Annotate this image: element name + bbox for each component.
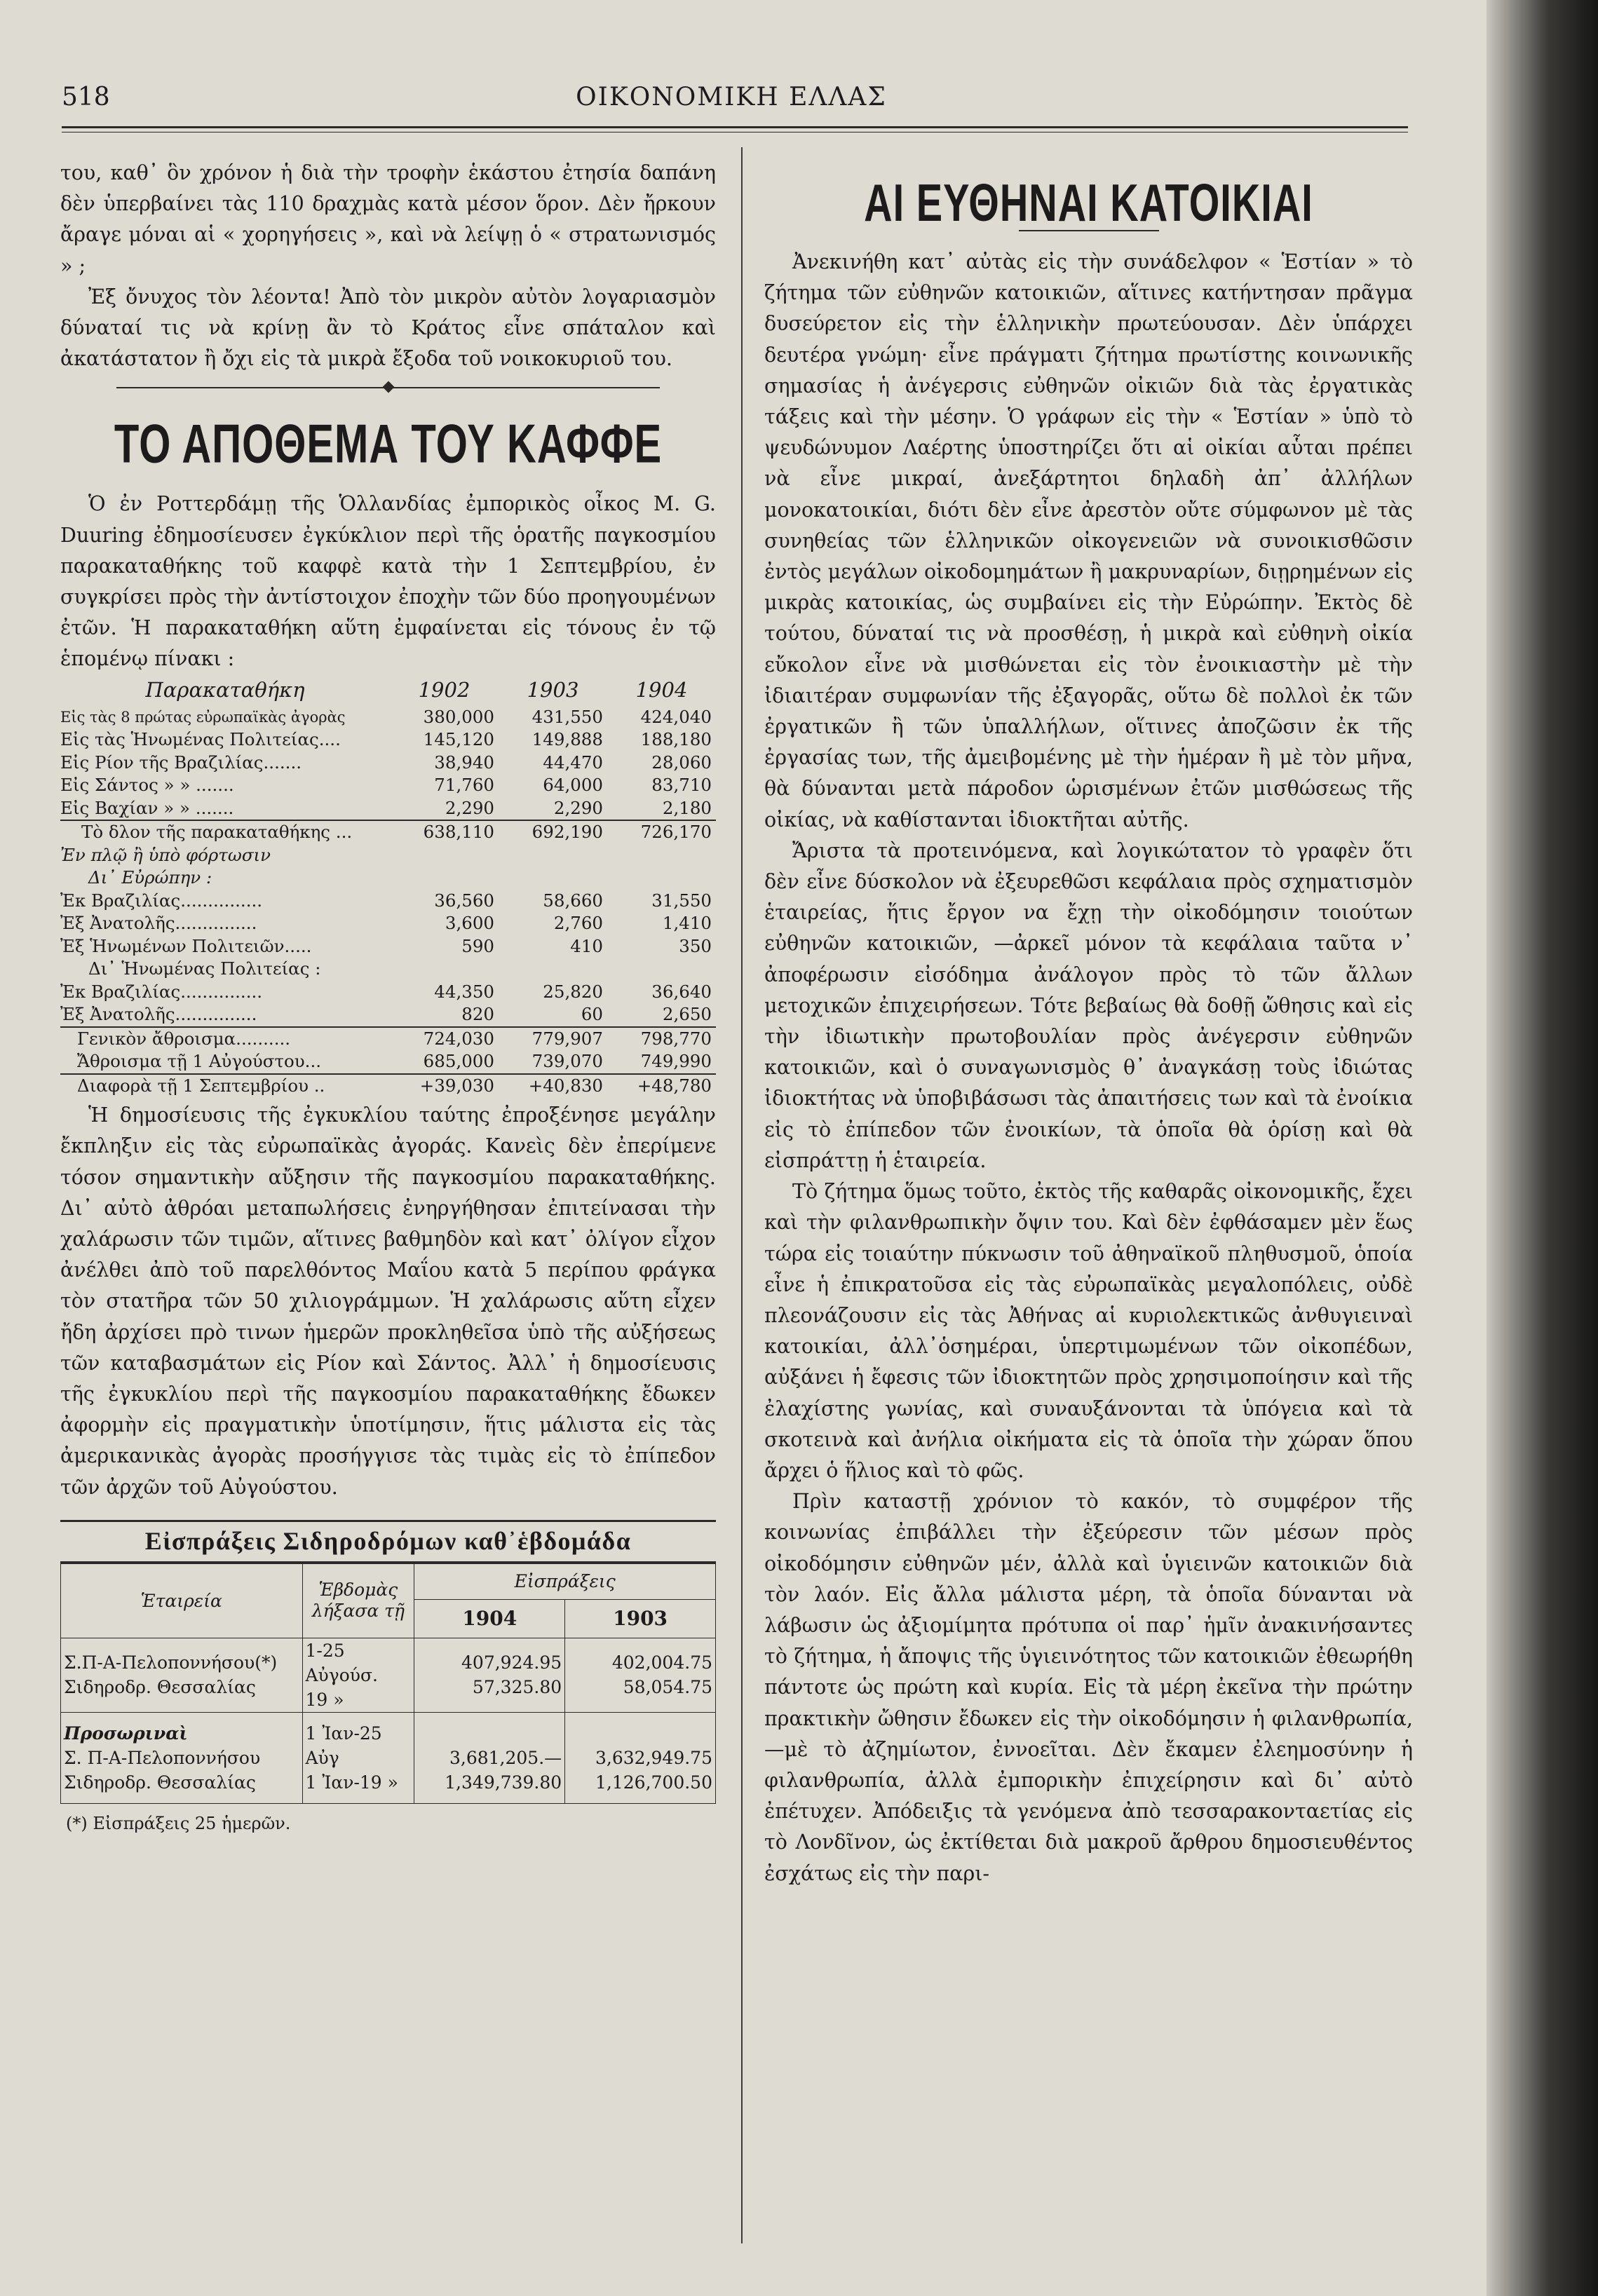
table-header-row	[60, 675, 716, 706]
table-row	[60, 752, 716, 775]
article-paragraph: Τὸ ζήτημα ὅμως τοῦτο, ἐκτὸς τῆς καθαρᾶς οἰκονομικῆς, ἔχει καὶ τὴν φιλανθρωπικὴν ὄψιν του. Καὶ δὲν ἐφθάσαμεν μὲν ἕως τώρα εἰς τοιαύτην πύκνωσιν τοῦ ἀθηναϊκοῦ πληθυσμοῦ, ὁποία εἶνε ἡ ἐπικρατοῦσα εἰς τὰς εὐρωπαϊκὰς μεγαλοπόλεις, οὐδὲ πλεονάζουσιν εἰς τὰς Ἀθήνας αἱ κυριολεκτικῶς ἀνθυγιειναὶ κατοικίαι, ἀλλ᾽ὁσημέραι, ὑπερτιμωμένων τῶν οἰκοπέδων, αὐξάνει ἡ ἔφεσις τῶν ἰδιοκτητῶν πρὸς χρησιμοποίησιν καὶ τῆς ἐλαχίστης γωνίας, καὶ συναυξάνονται τὰ ὑπόγεια καὶ τὰ σκοτεινὰ καὶ ἀνήλια οἰκήματα εἰς τὰ ὁποῖα τὴν χώραν ὅπου ἄρχει ὁ ἥλιος καὶ τὸ φῶς.	[764, 1180, 1413, 1482]
cell-value: 431,550	[531, 706, 603, 727]
cell-value: 149,888	[531, 729, 603, 750]
column-divider	[741, 147, 743, 2243]
table-row	[60, 912, 716, 935]
total-row	[60, 820, 716, 844]
intro-paragraph: Ἐξ ὄνυχος τὸν λέοντα! Ἀπὸ τὸν μικρὸν αὐτὸν λογαριασμὸν δύναταί τις νὰ κρίνῃ ἂν τὸ Κράτος εἶνε σπάταλον καὶ ἀκατάστατον ἢ ὄχι εἰς τὰ μικρὰ ἔξοδα τοῦ νοικοκυριοῦ του.	[60, 285, 716, 371]
header-year: 1904	[414, 1599, 565, 1638]
cell-value: 36,640	[651, 981, 712, 1002]
table-row	[60, 1003, 716, 1027]
intro-paragraph: του, καθ᾽ ὃν χρόνον ἡ διὰ τὴν τροφὴν ἑκάστου ἐτησία δαπάνη δὲν ὑπερβαίνει τὰς 110 δραχμὰς κατὰ μέσον ὅρον. Δὲν ἤρκουν ἄραγε μόναι αἱ « χορηγήσεις », καὶ νὰ λείψῃ ὁ « στρατωνισμός » ;	[60, 161, 716, 278]
railway-heading: Εἰσπράξεις Σιδηροδρόμων καθ᾽ἑβδομάδα	[60, 1520, 716, 1563]
cell-value: 36,560	[434, 890, 494, 911]
row-label: Τὸ δλον τῆς παρακαταθήκης ...	[60, 820, 390, 844]
table-row	[60, 728, 716, 752]
row-label: Διαφορὰ τῇ 1 Σεπτεμβρίου ..	[60, 1074, 390, 1098]
receipt-value: 3,681,205.—	[449, 1747, 562, 1768]
cell-value: 739,070	[531, 1051, 603, 1072]
article-paragraph: Ἄριστα τὰ προτεινόμενα, καὶ λογικώτατον τὸ γραφὲν ὅτι δὲν εἶνε δύσκολον νὰ ἐξευρεθῶσι κεφάλαια πρὸς σχηματισμὸν ἑταιρείας, ἥτις ἔργον να ἔχῃ τὴν οἰκοδόμησιν τοιούτων εὐθηνῶν κατοικιῶν, —ἀρκεῖ μόνον τὰ κεφάλαια ταῦτα ν᾽ ἀποφέρωσιν εἰσόδημα ἀνάλογον πρὸς τὸ τῶν ἄλλων μετοχικῶν ἐπιχειρήσεων. Τότε βεβαίως θὰ δοθῇ ὤθησις καὶ εἰς τὴν ἰδιωτικὴν πρωτοβουλίαν πρὸς ἀνέγερσιν εὐθηνῶν κατοικιῶν, καὶ ὁ συναγωνισμὸς θ᾽ ἀναγκάσῃ τοὺς ἰδιώτας ἰδιοκτήτας νὰ ὑποβιβάσωσι τὰς ἀπαιτήσεις των καὶ τὰ ἐνοίκια εἰς τὸ ἐπίπεδον τῶν ἐνοικίων, τὰ ὁποῖα θὰ ὁρίσῃ καὶ θὰ εἰσπράττῃ ἡ ἑταιρεία.	[764, 838, 1413, 1172]
section-separator	[60, 383, 716, 393]
week-value: 19 »	[305, 1689, 344, 1710]
row-label: Ἐξ Ἡνωμένων Πολιτειῶν.....	[60, 935, 312, 956]
receipt-value: 402,004.75	[611, 1652, 712, 1673]
table-row	[60, 935, 716, 958]
receipt-value: 58,054.75	[623, 1677, 712, 1698]
binding-shadow	[1487, 0, 1598, 2296]
header-cell: 1902	[418, 678, 470, 702]
company-name: Σιδηροδρ. Θεσσαλίας	[64, 1677, 256, 1698]
grand-total-row	[60, 1027, 716, 1051]
receipt-value: 3,632,949.75	[595, 1747, 712, 1768]
table-row	[61, 1638, 716, 1712]
cell-value: 1,410	[662, 913, 712, 934]
cell-value: 145,120	[423, 729, 494, 750]
header-week: Ἑβδομὰς λήξασα τῇ	[302, 1563, 414, 1638]
footnote: (*) Εἰσπράξεις 25 ἡμερῶν.	[66, 1813, 291, 1833]
cell-value: 2,180	[662, 797, 712, 818]
cell-value: 749,990	[640, 1051, 712, 1072]
cell-value: 2,760	[553, 913, 603, 934]
cell-value: 58,660	[543, 890, 603, 911]
cell-value: 424,040	[640, 706, 712, 727]
row-label: Εἰς τὰς Ἡνωμένας Πολιτείας....	[60, 729, 341, 750]
article-paragraph: Πρὶν καταστῇ χρόνιον τὸ κακόν, τὸ συμφέρον τῆς κοινωνίας ἐπιβάλλει τὴν ἐξεύρεσιν τῶν μέσων πρὸς οἰκοδόμησιν εὐθηνῶν μέν, ἀλλὰ καὶ ὑγιεινῶν κατοικιῶν διὰ τὸν λαόν. Εἰς ἄλλα μάλιστα μέρη, τὰ ὁποῖα δύνανται νὰ λάβωσιν ὡς ἀξιομίμητα πρότυπα οἱ παρ᾽ ἡμῖν ἀνακινήσαντες τὸ ζήτημα, ἡ ἄποψις τῆς ὑγιεινότητος τῶν κατοικιῶν ἐθεωρήθη πάντοτε ὡς πρώτη καὶ κυρία. Εἰς τὰ μέρη ἐκεῖνα τὴν πρώτην πρακτικὴν ὤθησιν ἔδωκεν εἰς τὴν οἰκοδόμησιν ἡ φιλανθρωπία, —μὲ τὸ ἀζημίωτον, ἐννοεῖται. Δὲν ἔκαμεν ἐλεημοσύνην ἡ φιλανθρωπία, ἀλλὰ ἐμπορικὴν ἐπιχείρησιν καὶ δι᾽ αὐτὸ ἐπέτυχεν. Ἀπόδειξις τὰ γενόμενα ἀπὸ τεσσαρακονταετίας εἰς τὸ Λονδῖνον, ὡς ἐκτίθεται διὰ μακροῦ ἄρθρου δημοσιευθέντος ἐσχάτως εἰς τὴν παρι-	[764, 1490, 1413, 1885]
row-label: Ἐκ Βραζιλίας...............	[60, 890, 263, 911]
coffee-analysis: Ἡ δημοσίευσις τῆς ἐγκυκλίου ταύτης ἐπροξένησε μεγάλην ἔκπληξιν εἰς τὰς εὐρωπαϊκὰς ἀγοράς. Κανεὶς δὲν ἐπερίμενε τόσον σημαντικὴν αὔξησιν τῆς παγκοσμίου παρακαταθήκης. Δι᾽ αὐτὸ ἀθρόαι μεταπωλήσεις ἐνηργήθησαν ἐπιτείνασαι τὴν χαλάρωσιν τῶν τιμῶν, αἵτινες βαθμηδὸν καὶ κατ᾽ ὀλίγον εἶχον ἀνέλθει ἀπὸ τοῦ παρελθόντος Μαΐου κατὰ 5 περίπου φράγκα τὸν στατῆρα τῶν 50 χιλιογράμμων. Ἡ χαλάρωσις αὕτη εἶχεν ἤδη ἀρχίσει πρὸ τινων ἡμερῶν προκληθεῖσα ὑπὸ τῆς αὐξήσεως τῶν καταβασμάτων εἰς Ρίον καὶ Σάντος. Ἀλλ᾽ ἡ δημοσίευσις τῆς ἐγκυκλίου περὶ τῆς παγκοσμίου παρακαταθήκης ἔδωκεν ἀφορμὴν εἰς πραγματικὴν ὑποτίμησιν, ἥτις μάλιστα εἰς τὰς ἀμερικανικὰς ἀγορὰς προσήγγισε τὰς τιμὰς εἰς τὸ ἐπίπεδον τῶν ἀρχῶν τοῦ Αὐγούστου.	[60, 1103, 716, 1499]
header-year: 1903	[565, 1599, 716, 1638]
cell-value: 38,940	[434, 752, 494, 773]
table-row	[60, 890, 716, 913]
company-name: Σ.Π-Α-Πελοποννήσου(*)	[64, 1652, 278, 1673]
cell-value: 638,110	[390, 820, 499, 844]
table-row	[61, 1712, 716, 1803]
page-number: 518	[62, 83, 110, 111]
cell-value: 2,650	[662, 1004, 712, 1025]
coffee-stock-table	[60, 675, 716, 1098]
header-rule	[62, 126, 1408, 128]
cell-value: 25,820	[543, 981, 603, 1002]
week-value: 1-25 Αὐγούσ.	[305, 1640, 378, 1685]
row-label: Εἰς Βαχίαν » » .......	[60, 797, 234, 818]
header-company: Ἑταιρεία	[61, 1563, 303, 1638]
row-label: Ἐκ Βραζιλίας...............	[60, 981, 263, 1002]
section-label-row	[60, 844, 716, 867]
cell-value: 820	[461, 1004, 494, 1025]
cell-value: 188,180	[640, 729, 712, 750]
railway-receipts-table	[60, 1563, 716, 1804]
cell-value: 590	[461, 935, 494, 956]
header-receipts: Εἰσπράξεις	[414, 1563, 716, 1599]
receipt-value: 407,924.95	[461, 1652, 562, 1673]
cell-value: 779,907	[499, 1027, 607, 1051]
table-row	[60, 797, 716, 821]
header-rule-thin	[62, 132, 1408, 133]
cell-value: +39,030	[390, 1074, 499, 1098]
cell-value: 380,000	[423, 706, 494, 727]
table-row	[60, 706, 716, 729]
cell-value: 44,350	[434, 981, 494, 1002]
header-cell: Παρακαταθήκη	[145, 678, 305, 702]
cell-value: 726,170	[607, 820, 716, 844]
cell-value: 64,000	[543, 775, 603, 796]
cell-value: 3,600	[445, 913, 494, 934]
cell-value: 31,550	[651, 890, 712, 911]
usa-label: Δι᾽ Ἡνωμένας Πολιτείας :	[88, 958, 321, 979]
coffee-intro: Ὁ ἐν Ροττερδάμῃ τῆς Ὁλλανδίας ἐμπορικὸς οἶκος M. G. Duuring ἐδημοσίευσεν ἐγκύκλιον περὶ τῆς ὁρατῆς παγκοσμίου παρακαταθήκης τοῦ καφφὲ κατὰ τὴν 1 Σεπτεμβρίου, ἐν συγκρίσει πρὸς τὴν ἀντίστοιχον ἐποχὴν τῶν δύο προηγουμένων ἐτῶν. Ἡ παρακαταθήκη αὕτη ἐμφαίνεται εἰς τόνους ἐν τῷ ἑπομένῳ πίνακι :	[60, 492, 716, 671]
running-title: ΟΙΚΟΝΟΜΙΚΗ ΕΛΛΑΣ	[576, 83, 887, 111]
cell-value: 44,470	[543, 752, 603, 773]
week-value: 1 Ἰαν-19 »	[305, 1772, 398, 1793]
cell-value: 83,710	[651, 775, 712, 796]
left-column	[60, 158, 716, 1833]
row-label: Ἄθροισμα τῇ 1 Αὐγούστου...	[77, 1051, 322, 1072]
header-cell: 1903	[527, 678, 579, 702]
coffee-heading: ΤΟ ΑΠΟΘΕΜΑ ΤΟΥ ΚΑΦΦΕ	[114, 413, 663, 475]
europe-label: Δι᾽ Εὐρώπην :	[88, 867, 212, 888]
week-value: 1 Ἰαν-25 Αὐγ	[305, 1723, 382, 1768]
section-label-row	[60, 867, 716, 890]
page-header	[62, 83, 1401, 125]
row-label: Γενικὸν ἄθροισμα..........	[60, 1027, 390, 1051]
company-name: Σ. Π-Α-Πελοποννήσου	[64, 1747, 261, 1768]
cell-value: 692,190	[499, 820, 607, 844]
row-label: Εἰς Σάντος » » .......	[60, 775, 234, 796]
cell-value: 2,290	[445, 797, 494, 818]
cell-value: +48,780	[607, 1074, 716, 1098]
houses-heading: ΑΙ ΕΥΘΗΝΑΙ ΚΑΤΟΙΚΙΑΙ	[864, 172, 1313, 233]
header-cell: 1904	[635, 678, 688, 702]
cell-value: 350	[679, 935, 712, 956]
receipt-value: 1,349,739.80	[445, 1772, 562, 1793]
provisional-label: Προσωριναὶ	[64, 1723, 188, 1744]
cell-value: 410	[570, 935, 603, 956]
row-label: Ἐξ Ἀνατολῆς...............	[60, 913, 257, 934]
receipt-value: 1,126,700.50	[595, 1772, 712, 1793]
company-name: Σιδηροδρ. Θεσσαλίας	[64, 1772, 256, 1793]
table-header-row	[61, 1563, 716, 1599]
row-label: Εἰς Ρίον τῆς Βραζιλίας.......	[60, 752, 302, 773]
cell-value: 724,030	[390, 1027, 499, 1051]
cell-value: 28,060	[651, 752, 712, 773]
row-label: Εἰς τὰς 8 πρώτας εὐρωπαϊκὰς ἀγορὰς	[60, 708, 346, 726]
cell-value: 60	[581, 1004, 603, 1025]
cell-value: 798,770	[607, 1027, 716, 1051]
row-label: Ἐξ Ἀνατολῆς...............	[60, 1004, 257, 1025]
receipt-value: 57,325.80	[472, 1677, 562, 1698]
cell-value: 2,290	[553, 797, 603, 818]
right-column	[764, 165, 1413, 1889]
table-row	[60, 981, 716, 1004]
cell-value: 71,760	[434, 775, 494, 796]
august-total-row	[60, 1050, 716, 1074]
afloat-label: Ἐν πλῷ ἢ ὑπὸ φόρτωσιν	[60, 844, 271, 865]
cell-value: 685,000	[423, 1051, 494, 1072]
article-paragraph: Ἀνεκινήθη κατ᾽ αὐτὰς εἰς τὴν συνάδελφον « Ἑστίαν » τὸ ζήτημα τῶν εὐθηνῶν κατοικιῶν, αἵτινες κατήντησαν πρᾶγμα δυσεύρετον εἰς τὴν ἑλληνικὴν πρωτεύουσαν. Δὲν ὑπάρχει δευτέρα γνώμη· εἶνε πράγματι ζήτημα πρωτίστης κοινωνικῆς σημασίας ἡ ἀνέγερσις εὐθηνῶν οἰκιῶν διὰ τὰς ἐργατικὰς τάξεις καὶ τὴν μέσην. Ὁ γράφων εἰς τὴν « Ἑστίαν » ὑπὸ τὸ ψευδώνυμον Λαέρτης ὑποστηρίζει ὅτι αἱ οἰκίαι αὗται πρέπει νὰ εἶνε μικραί, ἀνεξάρτητοι δηλαδὴ ἀπ᾽ ἀλλήλων μονοκατοικίαι, διότι δὲν εἶνε ἀρεστὸν οὔτε σύμφωνον μὲ τὰς συνηθείας τῶν ἑλληνικῶν οἰκογενειῶν νὰ συνοικισθῶσιν ἐντὸς μεγάλων οἰκοδομημάτων ἢ μακρυναρίων, διῃρημένων εἰς μικρὰς κατοικίας, ὡς συμβαίνει εἰς τὴν Εὐρώπην. Ἐκτὸς δὲ τούτου, δύναταί τις νὰ προσθέσῃ, ἡ μικρὰ καὶ εὐθηνὴ οἰκία εὔκολον εἶνε νὰ μισθώνεται εἰς τὸν ἐνοικιαστὴν μὲ τὴν ἰδιαιτέραν συμφωνίαν τῆς ἐξαγορᾶς, οὕτω δὲ πολλοὶ ἐκ τῶν ἐργατικῶν ἢ τῶν ὑπαλλήλων, οἵτινες ἀποζῶσιν ἐκ τῆς ἐργασίας των, τῆς ἀμειβομένης μὲ τὴν ἡμέραν ἢ μὲ τὸν μῆνα, θὰ δύνανται μετὰ πάροδον ὡρισμένων ἐτῶν μισθώσεως τῆς οἰκίας, νὰ καθίστανται ἰδιοκτῆται αὐτῆς.	[764, 250, 1413, 831]
cell-value: +40,830	[499, 1074, 607, 1098]
difference-row	[60, 1074, 716, 1098]
section-label-row	[60, 958, 716, 981]
table-row	[60, 774, 716, 797]
